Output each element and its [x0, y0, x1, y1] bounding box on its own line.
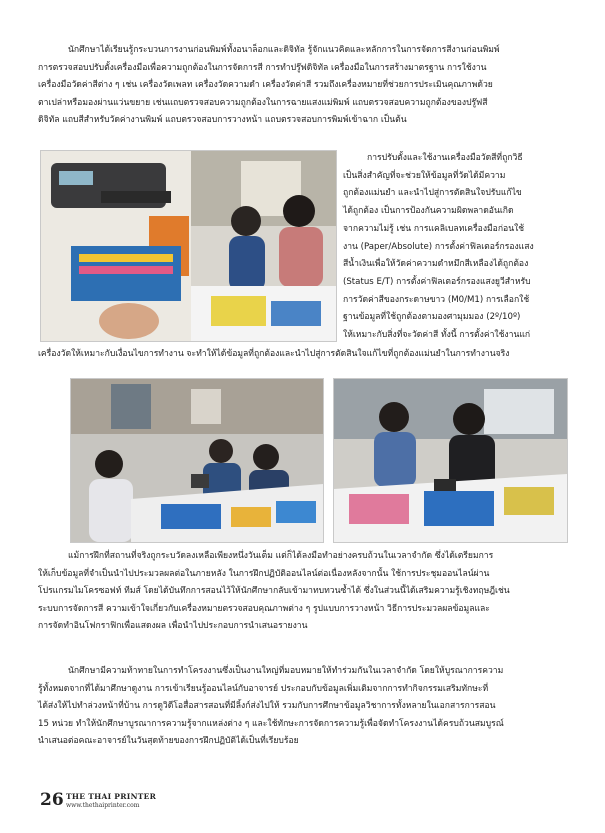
- magazine-title: THE THAI PRINTER: [66, 792, 157, 801]
- paragraph-calibration: การปรับตั้งและใช้งานเครื่องมือวัดสีที่ถูกวิธี เป็นสิ่งสำคัญที่จะช่วยให้ข้อมูลที่วัดได้มีความ ถูกต้องแม่นยำ และนำไปสู่การตัดสินใจปรับแก้ไข ได้ถูกต้อง เป็นการป้องกันความผิดพลาดอันเกิด จากความไม่รู้ เช่น การแคลิเบลทเครื่องมือก่อนใช้ งาน (Paper/Absolute) การตั้งค่าฟิลเตอร์กรองแสง สีน้ำเงินเพื่อให้วัดค่าความดำหมึกสีเหลืองได้ถูกต้อง (Status E/T) การตั้งค่าฟิลเตอร์กรองแสงยูวีสำหรับ การวัดค่าสีของกระดาษขาว (M0/M1) การเลือกใช้ ฐานข้อมูลที่ใช้ถูกต้องตามองศามุมมอง (2º/10º) ให้เหมาะกับสิ่งที่จะวัดค่าสี ทั้งนี้ การตั้งค่าใช้งานแก่: [343, 153, 534, 341]
- magazine-url: www.thethaiprinter.com: [66, 802, 140, 809]
- photo-color-measurement-instrument: [40, 150, 337, 342]
- paragraph-online-training: แม้การฝึกที่สถานที่จริงถูกระบวัดลงเหลือเพียงหนึ่งวันเต็ม แต่ก็ได้ลงมือทำอย่างครบถ้วนในเวลาจำกัด ซึ่งได้เตรียมการ ให้เก็บข้อมูลที่จำเป็นนำไปประมวลผลต่อในภายหลัง ในการฝึกปฏิบัติออนไลน์ต่อเนื่องหลังจากนั้น ใช้การประชุมออนไลน์ผ่าน โปรแกรมไมโครซอฟท์ ทีมส์ โดยได้บันทึกการสอนไว้ให้นักศึกษากลับเข้ามาทบทวนซ้ำได้ ซึ่งในส่วนนี้ได้เสริมความรู้เชิงทฤษฎีเช่น ระบบการจัดการสี ความเข้าใจเกี่ยวกับเครื่องหมายตรวจสอบคุณภาพต่าง ๆ รูปแบบการวางหน้า วิธีการประมวลผลข้อมูลและ การจัดทำอินโฟกราฟิกเพื่อแสดงผล เพื่อนำไปประกอบการนำเสนอรายงาน: [38, 551, 510, 631]
- page-number: 26: [40, 790, 64, 810]
- paragraph-calibration-continued: เครื่องวัดให้เหมาะกับเงื่อนไขการทำงาน จะทำให้ได้ข้อมูลที่ถูกต้องและนำไปสู่การตัดสินใจแก้ไขที่ถูกต้องแม่นยำในการทำงานจริง: [38, 349, 510, 359]
- paragraph-intro: นักศึกษาได้เรียนรู้กระบวนการงานก่อนพิมพ์ทั้งอนาล็อกและดิจิทัล รู้จักแนวคิดและหลักการในการจัดการสีงานก่อนพิมพ์ การตรวจสอบปรับตั้งเครื่องมือเพื่อความถูกต้องในการจัดการสี การทำปรู๊ฟดิจิทัล เครื่องมือในการสร้างมาตรฐาน การใช้งาน เครื่องมือวัดค่าสีต่าง ๆ เช่น เครื่องวัดเพลท เครื่องวัดความดำ เครื่องวัดค่าสี รวมถึงเครื่องหมายที่ช่วยการประเมินคุณภาพด้วย ตาเปล่าหรือมองผ่านแว่นขยาย เช่นแถบตรวจสอบความถูกต้องในการฉายแสงแม่พิมพ์ แถบตรวจสอบความถูกต้องของปรู๊ฟสี ดิจิทัล แถบสีสำหรับวัดค่างานพิมพ์ แถบตรวจสอบการวางหน้า แถบตรวจสอบการพิมพ์เข้าฉาก เป็นต้น: [38, 45, 500, 125]
- photo-group-practice: [70, 378, 324, 543]
- photo-instrument-demonstration: [333, 378, 568, 543]
- paragraph-project: นักศึกษามีความท้าทายในการทำโครงงานซึ่งเป็นงานใหญ่ที่มอบหมายให้ทำร่วมกันในเวลาจำกัด โดยให้บูรณาการความ รู้ทั้งหมดจากที่ได้มาศึกษาดูงาน การเข้าเรียนรู้ออนไลน์กับอาจารย์ ประกอบกับข้อมูลเพิ่มเติมจากการทำกิจกรรมเสริมทักษะที่ ได้ส่งให้ไปทำล่วงหน้าที่บ้าน การดูวิดีโอสื่อสารสอนที่มีลิ้งก์ส่งไปให้ รวมกับการศึกษาข้อมูลวิชาการทั้งหลายในเอกสารการสอน 15 หน่วย ทำให้นักศึกษาบูรณาการความรู้จากแหล่งต่าง ๆ และใช้ทักษะการจัดการความรู้เพื่อจัดทำโครงงานได้ครบถ้วนสมบูรณ์ นำเสนอต่อคณะอาจารย์ในวันสุดท้ายของการฝึกปฏิบัติได้เป็นที่เรียบร้อย: [38, 666, 504, 746]
